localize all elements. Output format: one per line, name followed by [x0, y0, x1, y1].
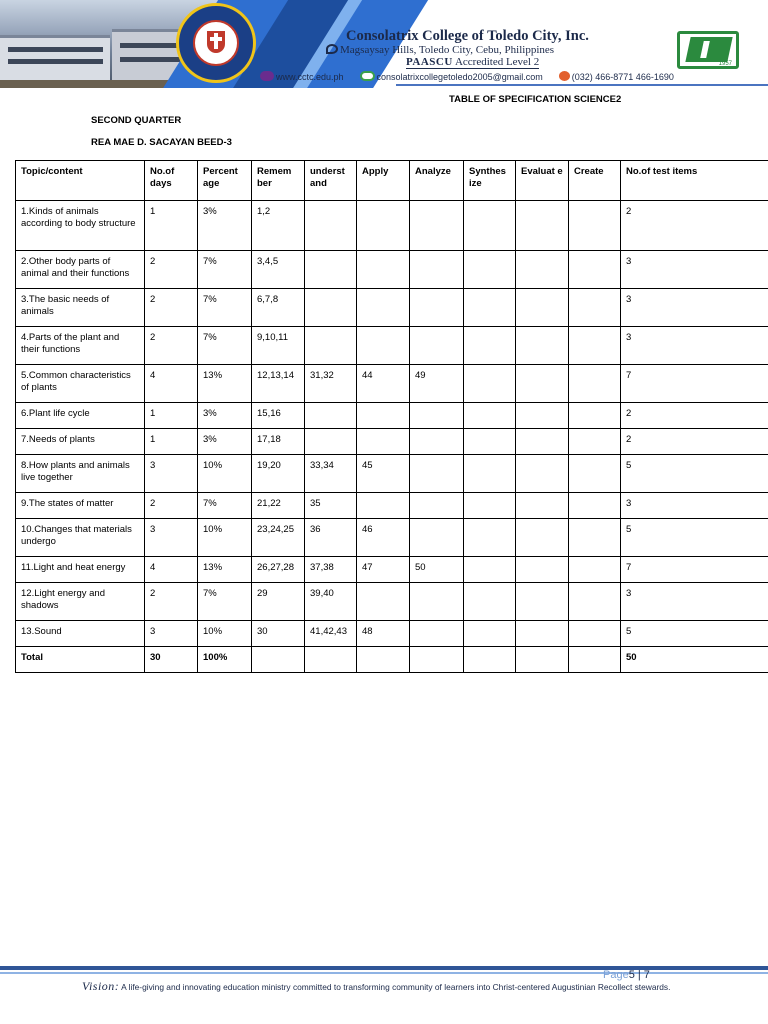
cell-create	[569, 493, 621, 519]
cell-percentage: 3%	[198, 403, 252, 429]
cell-remember: 26,27,28	[252, 557, 305, 583]
cell-topic: 10.Changes that materials undergo	[16, 519, 145, 557]
cell-evaluate	[516, 583, 569, 621]
cell-understand: 39,40	[305, 583, 357, 621]
cell-evaluate	[516, 519, 569, 557]
cell-create	[569, 251, 621, 289]
cell-topic: 5.Common characteristics of plants	[16, 365, 145, 403]
cell-test-items: 5	[621, 621, 768, 647]
cell-apply	[357, 327, 410, 365]
table-header-row	[16, 161, 768, 201]
accreditation: PAASCU Accredited Level 2	[406, 56, 540, 68]
cell-create	[569, 327, 621, 365]
cell-analyze	[410, 621, 464, 647]
table-total-row	[16, 647, 768, 673]
cell-remember: 23,24,25	[252, 519, 305, 557]
cell-days: 3	[145, 519, 198, 557]
cell-create	[569, 519, 621, 557]
cell-apply: 45	[357, 455, 410, 493]
cell-understand: 33,34	[305, 455, 357, 493]
cell-remember: 17,18	[252, 429, 305, 455]
cell-understand	[305, 403, 357, 429]
cell-evaluate	[516, 455, 569, 493]
cell-synthesize	[464, 403, 516, 429]
cell-understand: 37,38	[305, 557, 357, 583]
cell-days: 3	[145, 455, 198, 493]
cell-remember: 1,2	[252, 201, 305, 251]
cell-test-items: 3	[621, 583, 768, 621]
cell-topic: 1.Kinds of animals according to body structure	[16, 201, 145, 251]
cell-synthesize	[464, 519, 516, 557]
specification-table	[15, 160, 768, 673]
cell-topic: 12.Light energy and shadows	[16, 583, 145, 621]
cell-days: 2	[145, 493, 198, 519]
total-label: Total	[16, 647, 145, 673]
cell-evaluate	[516, 557, 569, 583]
cell-understand: 35	[305, 493, 357, 519]
total-create	[569, 647, 621, 673]
cell-test-items: 2	[621, 201, 768, 251]
col-header-evaluate: Evaluat e	[516, 161, 569, 201]
col-header-remember: Remem ber	[252, 161, 305, 201]
table-row	[16, 519, 768, 557]
cell-analyze	[410, 289, 464, 327]
school-logo-icon	[677, 31, 739, 69]
cell-test-items: 3	[621, 327, 768, 365]
cell-analyze	[410, 429, 464, 455]
cell-understand	[305, 251, 357, 289]
cell-test-items: 7	[621, 365, 768, 403]
cell-test-items: 5	[621, 455, 768, 493]
document-title: TABLE OF SPECIFICATION SCIENCE2	[449, 94, 622, 105]
cell-evaluate	[516, 493, 569, 519]
cell-percentage: 3%	[198, 429, 252, 455]
cell-evaluate	[516, 251, 569, 289]
cell-remember: 30	[252, 621, 305, 647]
table-row	[16, 327, 768, 365]
cell-evaluate	[516, 289, 569, 327]
cell-analyze	[410, 403, 464, 429]
cell-analyze	[410, 519, 464, 557]
page-indicator: Page5 | 7	[603, 969, 650, 981]
table-row	[16, 289, 768, 327]
table-row	[16, 251, 768, 289]
cell-apply: 46	[357, 519, 410, 557]
cell-create	[569, 365, 621, 403]
cell-test-items: 2	[621, 403, 768, 429]
cell-days: 1	[145, 429, 198, 455]
vision-statement	[82, 979, 670, 994]
total-test-items: 50	[621, 647, 768, 673]
total-days: 30	[145, 647, 198, 673]
cell-analyze	[410, 251, 464, 289]
cell-topic: 3.The basic needs of animals	[16, 289, 145, 327]
cell-synthesize	[464, 583, 516, 621]
cell-test-items: 2	[621, 429, 768, 455]
cell-test-items: 3	[621, 251, 768, 289]
table-row	[16, 621, 768, 647]
cell-remember: 6,7,8	[252, 289, 305, 327]
table-row	[16, 429, 768, 455]
total-percentage: 100%	[198, 647, 252, 673]
cell-apply: 44	[357, 365, 410, 403]
total-apply	[357, 647, 410, 673]
cell-percentage: 7%	[198, 493, 252, 519]
cell-remember: 12,13,14	[252, 365, 305, 403]
footer-rule-light	[0, 972, 768, 974]
cell-synthesize	[464, 365, 516, 403]
cell-days: 4	[145, 365, 198, 403]
cell-understand	[305, 327, 357, 365]
cell-percentage: 7%	[198, 289, 252, 327]
cell-understand	[305, 289, 357, 327]
col-header-create: Create	[569, 161, 621, 201]
col-header-understand: underst and	[305, 161, 357, 201]
cell-synthesize	[464, 557, 516, 583]
cell-apply	[357, 493, 410, 519]
table-row	[16, 493, 768, 519]
footer-rule	[0, 966, 768, 970]
cell-percentage: 10%	[198, 455, 252, 493]
cell-apply	[357, 403, 410, 429]
cell-synthesize	[464, 251, 516, 289]
cell-percentage: 13%	[198, 365, 252, 403]
cell-percentage: 3%	[198, 201, 252, 251]
website-link[interactable]: www.cctc.edu.ph	[276, 72, 344, 82]
cell-understand	[305, 429, 357, 455]
page-number: 5 | 7	[628, 969, 650, 981]
cell-synthesize	[464, 201, 516, 251]
cell-create	[569, 201, 621, 251]
cell-topic: 4.Parts of the plant and their functions	[16, 327, 145, 365]
total-understand	[305, 647, 357, 673]
cell-evaluate	[516, 201, 569, 251]
col-header-topic: Topic/content	[16, 161, 145, 201]
cell-topic: 9.The states of matter	[16, 493, 145, 519]
cell-days: 2	[145, 327, 198, 365]
col-header-apply: Apply	[357, 161, 410, 201]
cell-create	[569, 455, 621, 493]
table-row	[16, 365, 768, 403]
cell-create	[569, 621, 621, 647]
cell-evaluate	[516, 365, 569, 403]
cell-synthesize	[464, 493, 516, 519]
cell-percentage: 7%	[198, 583, 252, 621]
cell-apply	[357, 429, 410, 455]
cell-remember: 19,20	[252, 455, 305, 493]
cell-apply: 47	[357, 557, 410, 583]
table-row	[16, 557, 768, 583]
cell-analyze	[410, 583, 464, 621]
vision-label: Vision:	[82, 979, 120, 993]
cell-days: 2	[145, 251, 198, 289]
cell-understand: 31,32	[305, 365, 357, 403]
total-evaluate	[516, 647, 569, 673]
cell-days: 4	[145, 557, 198, 583]
web-icon	[260, 71, 274, 81]
cell-remember: 21,22	[252, 493, 305, 519]
cell-analyze	[410, 493, 464, 519]
cell-days: 1	[145, 201, 198, 251]
cell-percentage: 7%	[198, 251, 252, 289]
cell-evaluate	[516, 429, 569, 455]
cell-create	[569, 429, 621, 455]
cell-evaluate	[516, 327, 569, 365]
vision-text: A life-giving and innovating education ministry committed to transforming community of learners into Christ-centered Augustinian Recollect stewards.	[121, 982, 671, 992]
col-header-analyze: Analyze	[410, 161, 464, 201]
logo-year: 1957	[718, 61, 732, 67]
col-header-synthesize: Synthes ize	[464, 161, 516, 201]
cell-days: 2	[145, 289, 198, 327]
cell-synthesize	[464, 429, 516, 455]
total-remember	[252, 647, 305, 673]
table-row	[16, 583, 768, 621]
cell-remember: 3,4,5	[252, 251, 305, 289]
header-banner	[0, 0, 768, 88]
cell-days: 1	[145, 403, 198, 429]
cell-apply	[357, 251, 410, 289]
cell-topic: 7.Needs of plants	[16, 429, 145, 455]
cell-analyze	[410, 201, 464, 251]
college-address: Magsaysay Hills, Toledo City, Cebu, Philippines	[326, 44, 554, 56]
cell-analyze	[410, 327, 464, 365]
cell-understand	[305, 201, 357, 251]
cell-test-items: 3	[621, 289, 768, 327]
cell-understand: 41,42,43	[305, 621, 357, 647]
cell-test-items: 3	[621, 493, 768, 519]
total-synthesize	[464, 647, 516, 673]
cell-synthesize	[464, 327, 516, 365]
cell-remember: 15,16	[252, 403, 305, 429]
cell-remember: 29	[252, 583, 305, 621]
college-seal-icon	[176, 3, 256, 83]
cell-create	[569, 557, 621, 583]
table-row	[16, 201, 768, 251]
contact-strip	[260, 71, 674, 82]
cell-percentage: 13%	[198, 557, 252, 583]
cell-apply: 48	[357, 621, 410, 647]
cell-topic: 6.Plant life cycle	[16, 403, 145, 429]
cell-topic: 8.How plants and animals live together	[16, 455, 145, 493]
cell-analyze: 49	[410, 365, 464, 403]
student-name: REA MAE D. SACAYAN BEED-3	[91, 137, 232, 148]
phone-icon	[559, 71, 570, 81]
cell-apply	[357, 289, 410, 327]
email-icon	[360, 71, 375, 81]
cell-synthesize	[464, 621, 516, 647]
cell-synthesize	[464, 289, 516, 327]
cell-evaluate	[516, 403, 569, 429]
header-rule	[396, 84, 768, 86]
email-link[interactable]: consolatrixcollegetoledo2005@gmail.com	[376, 72, 543, 82]
cell-apply	[357, 583, 410, 621]
cell-percentage: 10%	[198, 621, 252, 647]
table-row	[16, 403, 768, 429]
college-name: Consolatrix College of Toledo City, Inc.	[346, 28, 589, 44]
cell-analyze: 50	[410, 557, 464, 583]
cell-percentage: 7%	[198, 327, 252, 365]
col-header-test-items: No.of test items	[621, 161, 768, 201]
cell-test-items: 7	[621, 557, 768, 583]
cell-apply	[357, 201, 410, 251]
cell-topic: 11.Light and heat energy	[16, 557, 145, 583]
location-pin-icon	[326, 44, 338, 54]
phone-number: (032) 466-8771 466-1690	[571, 72, 674, 82]
cell-remember: 9,10,11	[252, 327, 305, 365]
cell-topic: 13.Sound	[16, 621, 145, 647]
cell-days: 2	[145, 583, 198, 621]
col-header-percentage: Percent age	[198, 161, 252, 201]
cell-evaluate	[516, 621, 569, 647]
cell-days: 3	[145, 621, 198, 647]
cell-test-items: 5	[621, 519, 768, 557]
cell-create	[569, 289, 621, 327]
cell-create	[569, 583, 621, 621]
table-row	[16, 455, 768, 493]
cell-synthesize	[464, 455, 516, 493]
col-header-days: No.of days	[145, 161, 198, 201]
cell-analyze	[410, 455, 464, 493]
quarter-label: SECOND QUARTER	[91, 115, 182, 126]
cell-topic: 2.Other body parts of animal and their functions	[16, 251, 145, 289]
total-analyze	[410, 647, 464, 673]
cell-create	[569, 403, 621, 429]
cell-understand: 36	[305, 519, 357, 557]
cell-percentage: 10%	[198, 519, 252, 557]
